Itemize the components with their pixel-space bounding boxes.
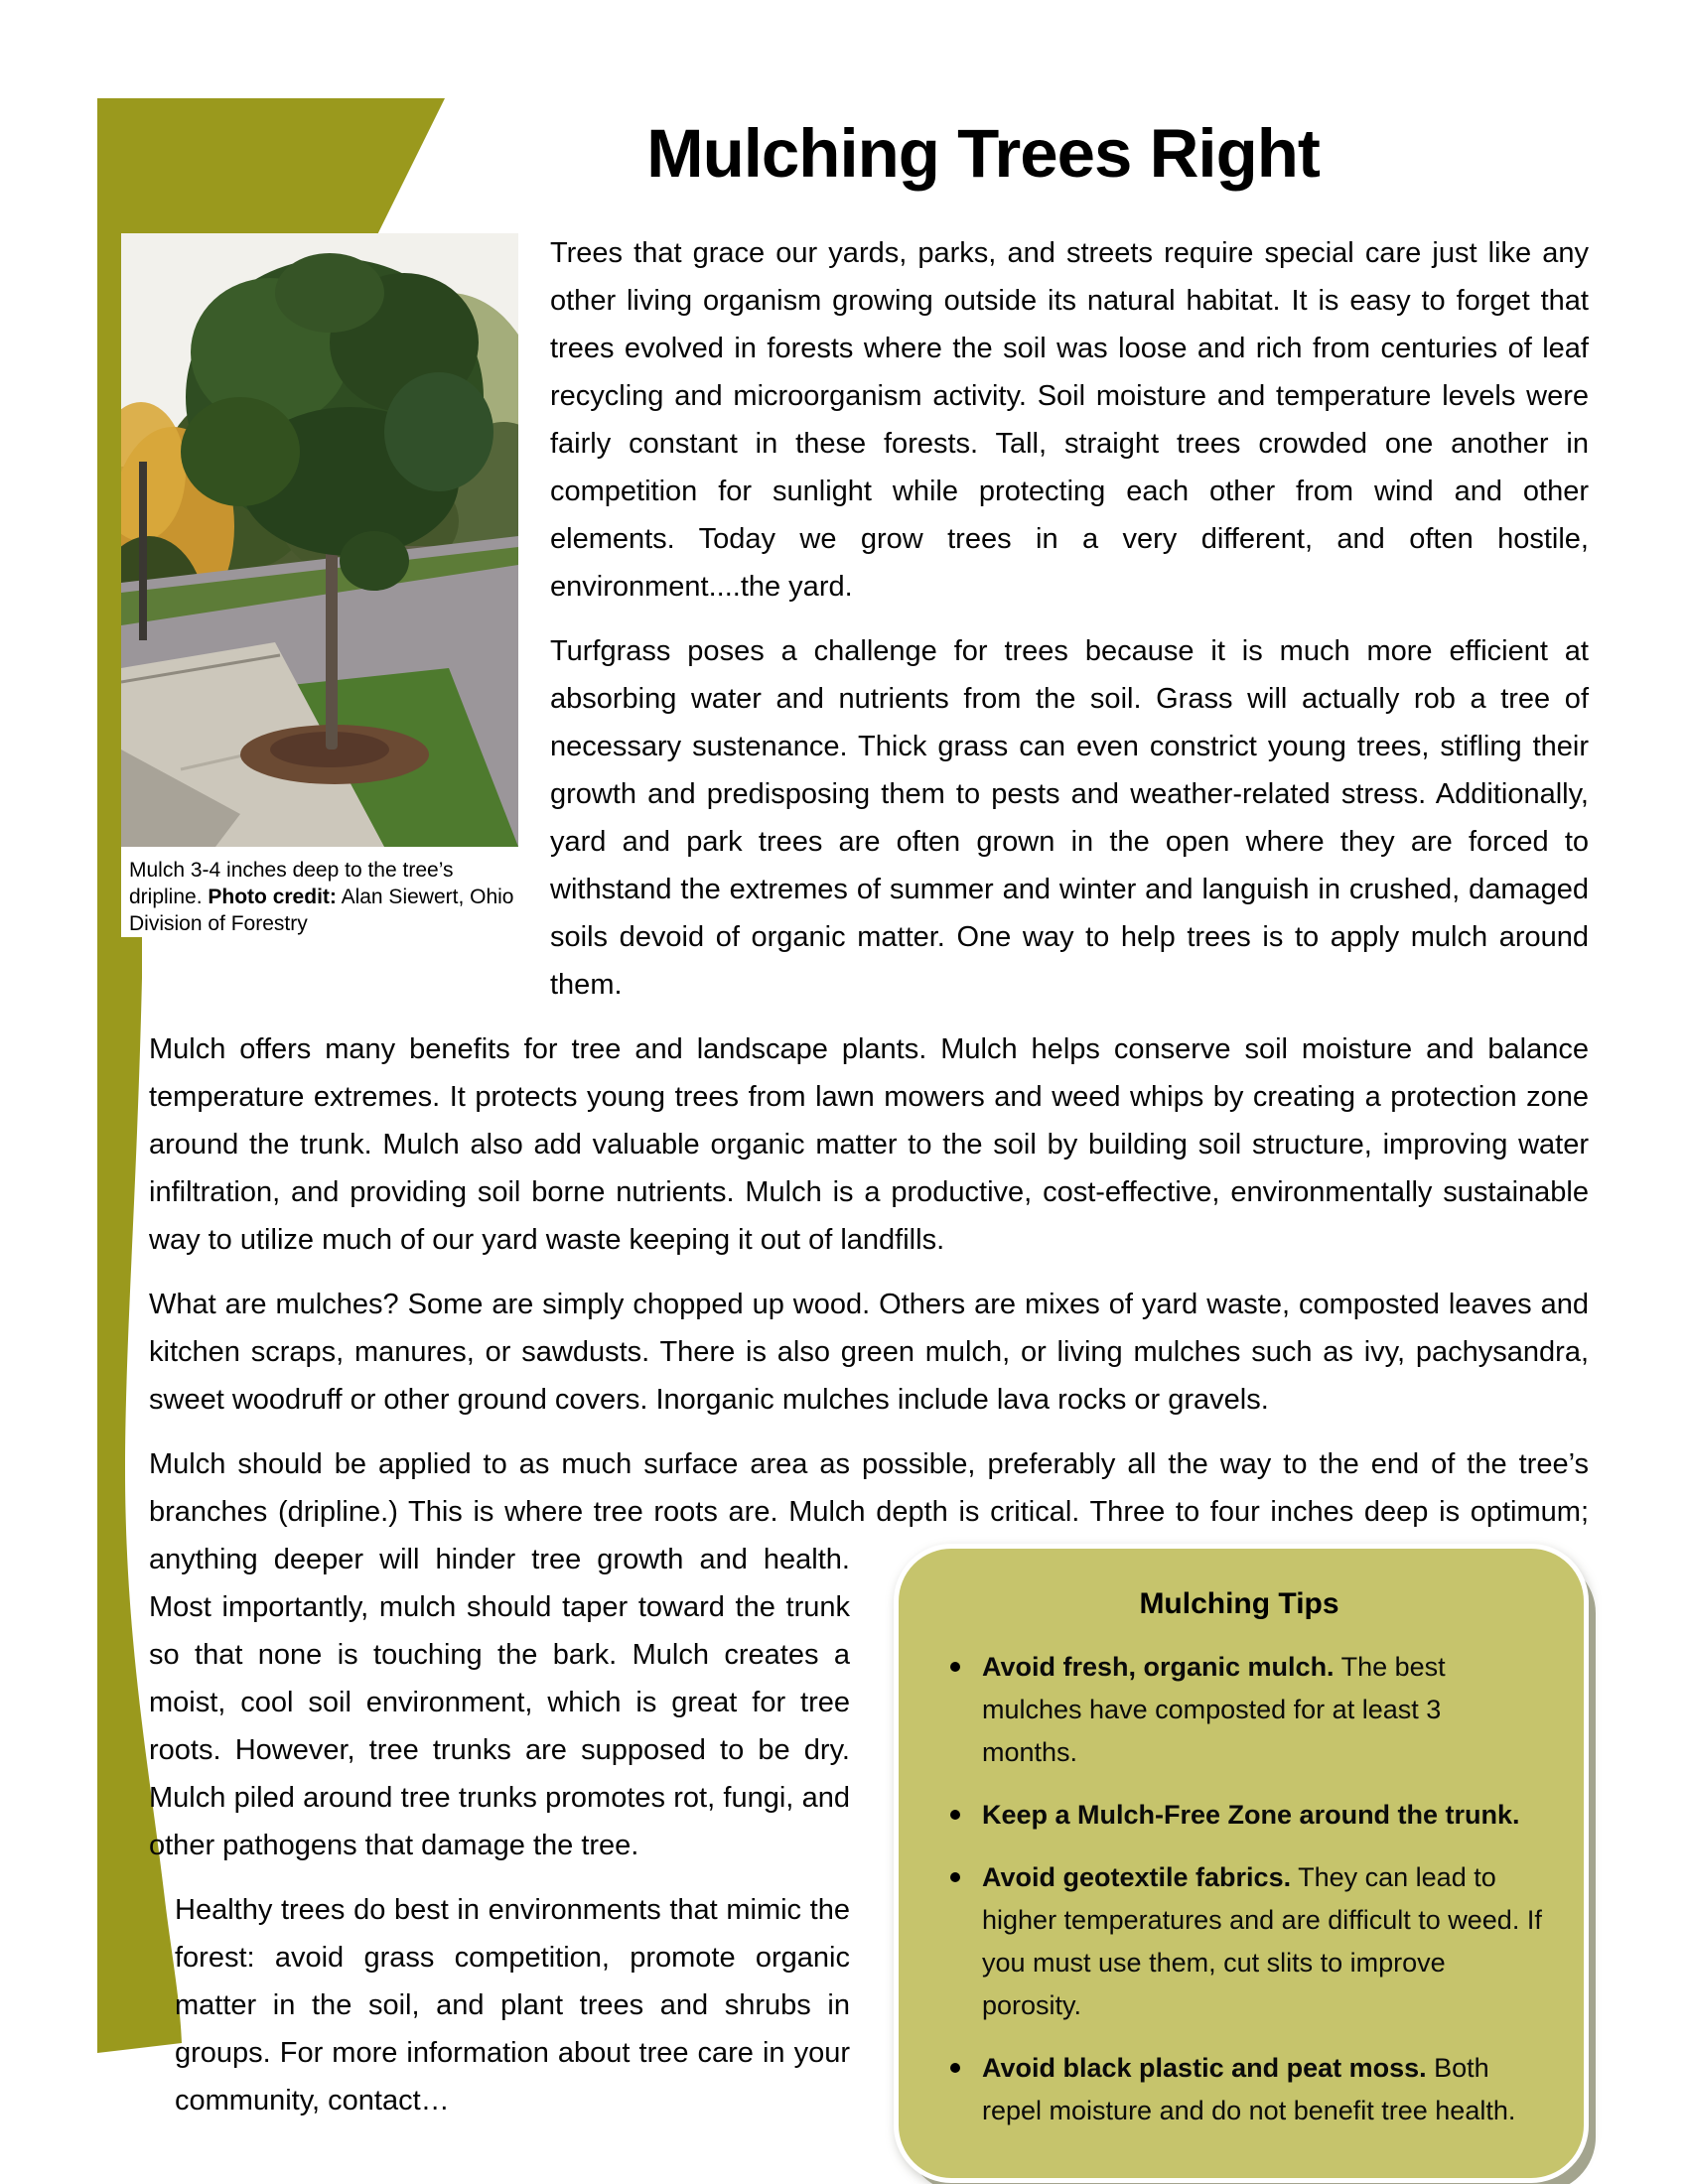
page-title: Mulching Trees Right (646, 115, 1320, 192)
tip-text (982, 1794, 1542, 1837)
lamp-post (139, 462, 147, 640)
tip-bold-lead: Keep a Mulch-Free Zone around the trunk. (982, 1799, 1520, 1830)
photo-figure (121, 233, 518, 937)
tip-text (982, 1646, 1542, 1774)
tips-title: Mulching Tips (1139, 1586, 1339, 1620)
paragraph-mulch-application-end: is optimum; anything deeper will hinder tree growth and health. Most importantly, mulch should taper toward the trunk so that none is touching the bark. Mulch creates a moist, cool soil environment, which is great for tree roots. However, tree trunks are supposed to be dry. Mulch piled around tree trunks promotes rot, fungi, and other pathogens that damage the tree. (149, 1495, 1590, 1861)
bullet-icon (950, 2063, 960, 2073)
tip-bold-lead: Avoid black plastic and peat moss. (982, 2052, 1427, 2083)
photo-caption (129, 857, 518, 937)
paragraph-what-are-mulches: What are mulches? Some are simply chopped up wood. Others are mixes of yard waste, composted leaves and kitchen scraps, manures, or sawdusts. There is also green mulch, or living mulches such as ivy, pachysandra, sweet woodruff or other ground covers. Inorganic mulches include lava rocks or gravels. (149, 1288, 1589, 1416)
tip-rest: The best mulches have composted for at least 3 months. (982, 1651, 1446, 1767)
tip-bold-lead: Avoid geotextile fabrics. (982, 1861, 1292, 1892)
paragraph-turfgrass: Turfgrass poses a challenge for trees because it is much more efficient at absorbing water and nutrients from the soil. Grass will actually rob a tree of necessary sustenance. Thick grass can even constrict young trees, stifling their growth and predisposing them to pests and weather-related stress. Additionally, yard and park trees are often grown in the open where they are forced to withstand the extremes of summer and winter and languish in crushed, damaged soils devoid of organic matter. One way to help trees is to apply mulch around them. (550, 634, 1589, 1001)
photo-caption-text: Mulch 3-4 inches deep to the tree’s dripline. (129, 858, 454, 908)
photo-credit-label: Photo credit: (208, 885, 337, 908)
paragraph-intro: Trees that grace our yards, parks, and streets require special care just like any other living organism growing outside its natural habitat. It is easy to forget that trees evolved in forests where the soil was loose and rich from centuries of leaf recycling and microorganism activity. Soil moisture and temperature levels were fairly constant in these forests. Tall, straight trees crowded one another in competition for sunlight while protecting each other from wind and other elements. Today we grow trees in a very different, and often hostile, environment....the yard. (550, 236, 1589, 603)
photo-credit-text: Alan Siewert, Ohio Division of Forestry (129, 885, 514, 935)
tip-text (982, 1856, 1542, 2027)
bullet-icon (950, 1872, 960, 1882)
paragraph-mulch-application-start: Mulch should be applied to as much surface area as possible, preferably all the way to the end of the tree’s branches (dripline.) This is where tree roots are. Mulch depth is critical. Three to four inches deep (149, 1447, 1589, 1528)
tip-bold-lead: Avoid fresh, organic mulch. (982, 1651, 1335, 1682)
tip-text (982, 2047, 1542, 2132)
bullet-icon (950, 1662, 960, 1672)
mulching-tips-box (894, 1544, 1589, 2183)
paragraph-mulch-benefits: Mulch offers many benefits for tree and landscape plants. Mulch helps conserve soil moisture and balance temperature extremes. It protects young trees from lawn mowers and weed whips by creating a protection zone around the trunk. Mulch also add valuable organic matter to the soil by building soil structure, improving water infiltration, and providing soil borne nutrients. Mulch is a productive, cost-effective, environmentally sustainable way to utilize much of our yard waste keeping it out of landfills. (149, 1032, 1589, 1256)
paragraph-healthy-trees: Healthy trees do best in environments that mimic the forest: avoid grass competition, promote organic matter in the soil, and plant trees and shrubs in groups. For more information about tree care in your community, contact… (175, 1893, 850, 2116)
tip-item (936, 1646, 1542, 1774)
tip-item (936, 1794, 1542, 1837)
tree-photo (121, 233, 518, 847)
bullet-icon (950, 1810, 960, 1820)
tip-item (936, 2047, 1542, 2132)
article-body (129, 229, 1590, 2184)
tip-item (936, 1856, 1542, 2027)
tip-rest: They can lead to higher temperatures and are difficult to weed. If you must use them, cut slits to improve porosity. (982, 1861, 1542, 2020)
tip-rest: Both repel moisture and do not benefit tree health. (982, 2052, 1516, 2125)
